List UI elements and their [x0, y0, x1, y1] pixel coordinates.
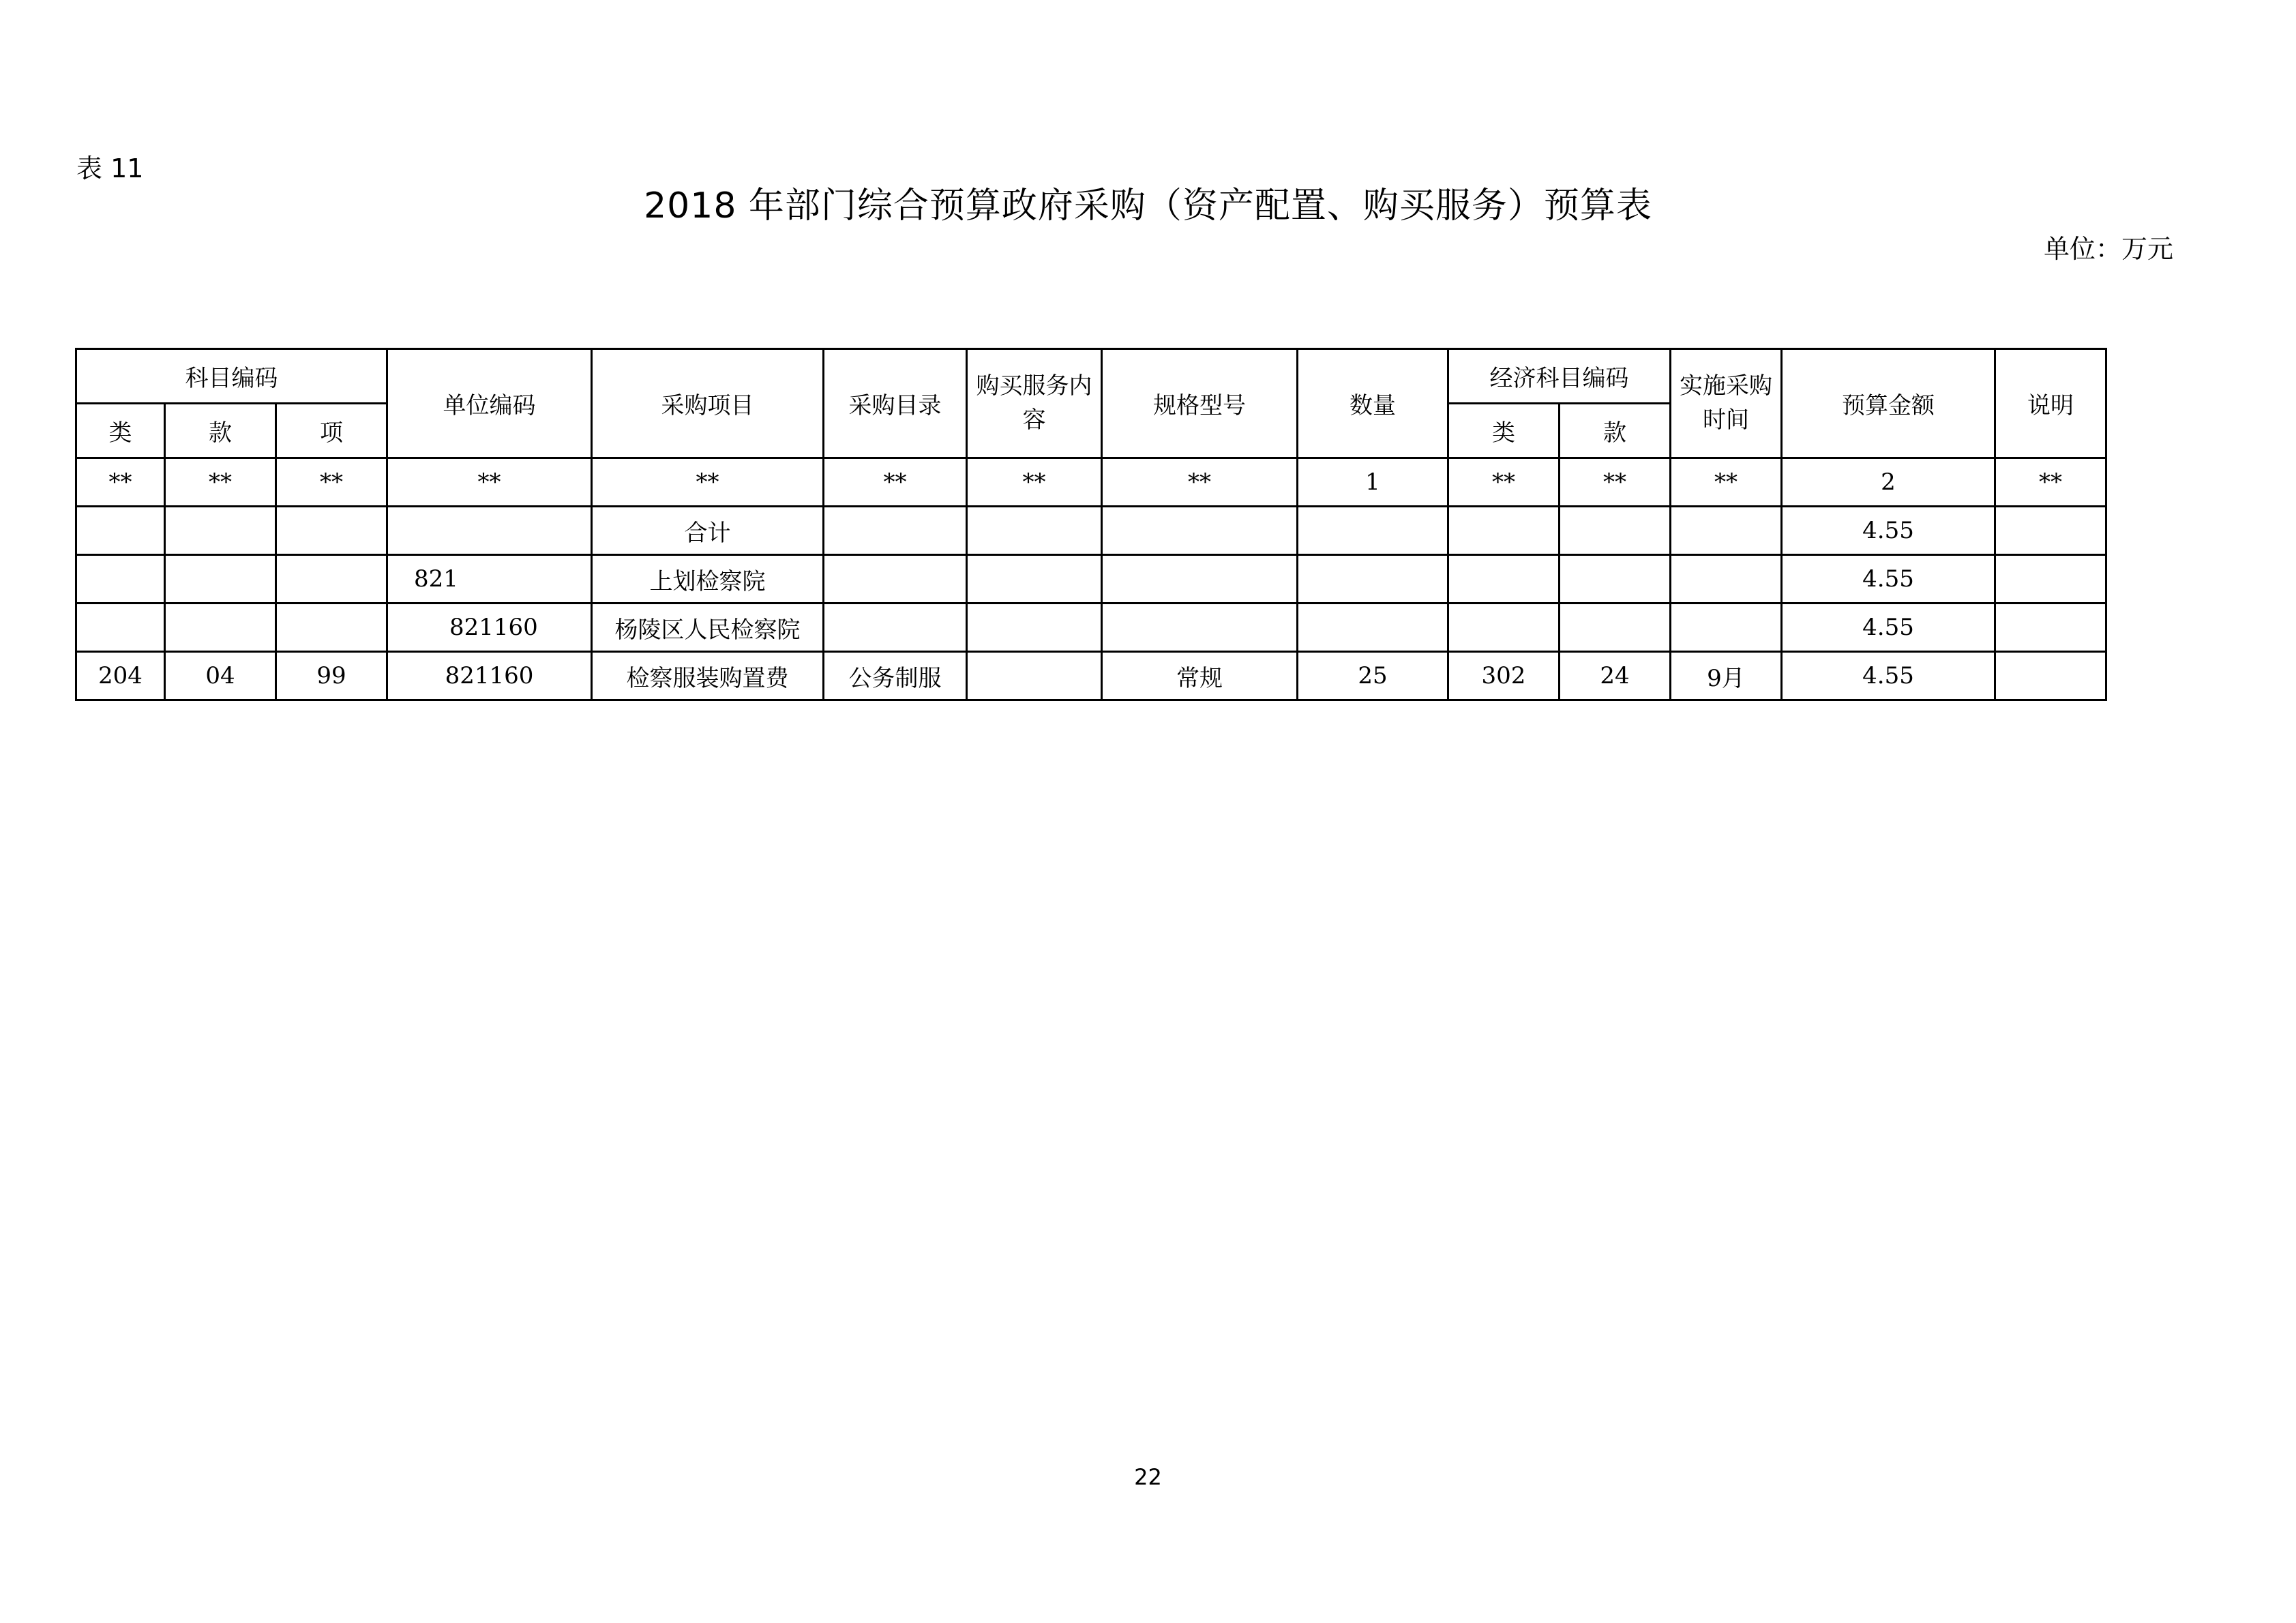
header-economic-code: 经济科目编码 — [1448, 349, 1671, 404]
cell-amount: 4.55 — [1782, 555, 1995, 604]
header-lei: 类 — [76, 404, 165, 458]
cell-catalog — [824, 555, 967, 604]
cell-econ-lei — [1448, 555, 1560, 604]
cell-spec: 常规 — [1102, 652, 1298, 700]
cell-unit-code: ** — [387, 458, 592, 507]
header-unit-code: 单位编码 — [387, 349, 592, 458]
cell-catalog — [824, 507, 967, 555]
cell-xiang — [276, 555, 387, 604]
cell-item: 合计 — [592, 507, 824, 555]
cell-unit-code: 821160 — [387, 604, 592, 652]
cell-amount: 4.55 — [1782, 604, 1995, 652]
cell-econ-lei — [1448, 507, 1560, 555]
cell-xiang: 99 — [276, 652, 387, 700]
header-procurement-catalog: 采购目录 — [824, 349, 967, 458]
table-row — [76, 652, 2106, 700]
cell-catalog: 公务制服 — [824, 652, 967, 700]
header-spec-model: 规格型号 — [1102, 349, 1298, 458]
header-econ-lei: 类 — [1448, 404, 1560, 458]
cell-xiang: ** — [276, 458, 387, 507]
cell-econ-kuan — [1560, 507, 1671, 555]
header-xiang: 项 — [276, 404, 387, 458]
cell-xiang — [276, 604, 387, 652]
table-row — [76, 555, 2106, 604]
cell-time — [1671, 604, 1782, 652]
unit-label: 单位：万元 — [2043, 234, 2173, 264]
cell-econ-kuan — [1560, 604, 1671, 652]
cell-catalog: ** — [824, 458, 967, 507]
header-subject-code: 科目编码 — [76, 349, 387, 404]
table-row — [76, 604, 2106, 652]
table-header-row — [76, 349, 2106, 404]
table-row — [76, 507, 2106, 555]
page-title: 2018 年部门综合预算政府采购（资产配置、购买服务）预算表 — [644, 185, 1652, 226]
cell-note — [1995, 507, 2106, 555]
cell-kuan: ** — [165, 458, 276, 507]
page-number: 22 — [1134, 1464, 1162, 1490]
table-row — [76, 458, 2106, 507]
cell-qty — [1298, 507, 1448, 555]
cell-kuan: 04 — [165, 652, 276, 700]
cell-time: 9月 — [1671, 652, 1782, 700]
cell-item: ** — [592, 458, 824, 507]
cell-kuan — [165, 555, 276, 604]
cell-item: 杨陵区人民检察院 — [592, 604, 824, 652]
cell-note: ** — [1995, 458, 2106, 507]
cell-service — [967, 652, 1102, 700]
cell-unit-code: 821160 — [387, 652, 592, 700]
header-econ-kuan: 款 — [1560, 404, 1671, 458]
cell-service — [967, 604, 1102, 652]
cell-unit-code — [387, 507, 592, 555]
cell-econ-lei: 302 — [1448, 652, 1560, 700]
cell-qty — [1298, 555, 1448, 604]
header-kuan: 款 — [165, 404, 276, 458]
header-procurement-item: 采购项目 — [592, 349, 824, 458]
cell-lei: 204 — [76, 652, 165, 700]
cell-item: 上划检察院 — [592, 555, 824, 604]
cell-note — [1995, 652, 2106, 700]
cell-note — [1995, 604, 2106, 652]
cell-lei — [76, 507, 165, 555]
cell-service: ** — [967, 458, 1102, 507]
cell-amount: 4.55 — [1782, 652, 1995, 700]
cell-econ-lei: ** — [1448, 458, 1560, 507]
cell-time — [1671, 507, 1782, 555]
cell-spec: ** — [1102, 458, 1298, 507]
cell-kuan — [165, 604, 276, 652]
cell-lei — [76, 555, 165, 604]
cell-service — [967, 507, 1102, 555]
cell-spec — [1102, 507, 1298, 555]
cell-amount: 2 — [1782, 458, 1995, 507]
header-service-content: 购买服务内容 — [967, 349, 1102, 458]
procurement-budget-table — [75, 348, 2107, 701]
cell-econ-kuan: 24 — [1560, 652, 1671, 700]
table-number: 表 11 — [76, 153, 144, 183]
cell-unit-code: 821 — [387, 555, 592, 604]
cell-econ-kuan: ** — [1560, 458, 1671, 507]
header-budget-amount: 预算金额 — [1782, 349, 1995, 458]
header-quantity: 数量 — [1298, 349, 1448, 458]
cell-time: ** — [1671, 458, 1782, 507]
cell-note — [1995, 555, 2106, 604]
cell-qty — [1298, 604, 1448, 652]
cell-econ-kuan — [1560, 555, 1671, 604]
header-note: 说明 — [1995, 349, 2106, 458]
cell-time — [1671, 555, 1782, 604]
cell-amount: 4.55 — [1782, 507, 1995, 555]
cell-kuan — [165, 507, 276, 555]
cell-econ-lei — [1448, 604, 1560, 652]
cell-spec — [1102, 604, 1298, 652]
cell-xiang — [276, 507, 387, 555]
cell-catalog — [824, 604, 967, 652]
cell-lei — [76, 604, 165, 652]
header-procurement-time: 实施采购时间 — [1671, 349, 1782, 458]
cell-service — [967, 555, 1102, 604]
cell-qty: 1 — [1298, 458, 1448, 507]
cell-qty: 25 — [1298, 652, 1448, 700]
cell-lei: ** — [76, 458, 165, 507]
cell-spec — [1102, 555, 1298, 604]
cell-item: 检察服装购置费 — [592, 652, 824, 700]
